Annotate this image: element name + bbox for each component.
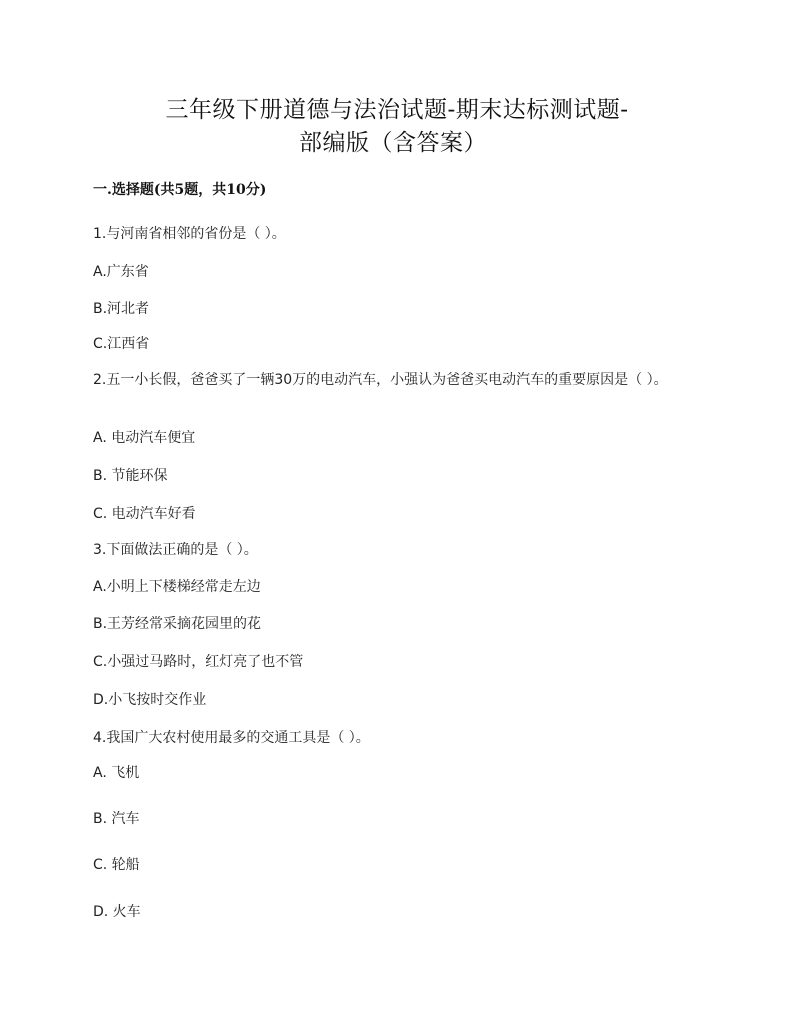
question-2-option-a: A. 电动汽车便宜	[93, 430, 196, 446]
question-4-option-d: D. 火车	[93, 904, 141, 920]
page-title-line-2: 部编版（含答案）	[299, 130, 487, 156]
question-1-stem: 1.与河南省相邻的省份是（ ）。	[93, 226, 286, 242]
question-1-option-c: C.江西省	[93, 336, 150, 352]
question-3-option-d: D.小飞按时交作业	[93, 692, 207, 708]
question-4-option-b: B. 汽车	[93, 811, 140, 827]
question-4-stem: 4.我国广大农村使用最多的交通工具是（ ）。	[93, 730, 370, 746]
question-4-option-c: C. 轮船	[93, 857, 140, 873]
question-3-option-b: B.王芳经常采摘花园里的花	[93, 616, 262, 632]
question-1-option-b: B.河北者	[93, 301, 150, 317]
question-3-stem: 3.下面做法正确的是（ ）。	[93, 542, 258, 558]
question-1-option-a: A.广东省	[93, 264, 149, 280]
question-2-option-b: B. 节能环保	[93, 468, 168, 484]
page-title-line-1: 三年级下册道德与法治试题-期末达标测试题-	[165, 97, 629, 123]
section-heading: 一.选择题(共5题，共10分)	[93, 182, 267, 198]
question-3-option-c: C.小强过马路时，红灯亮了也不管	[93, 654, 304, 670]
question-2-stem: 2.五一小长假，爸爸买了一辆30万的电动汽车，小强认为爸爸买电动汽车的重要原因是（ ）。	[93, 372, 668, 388]
question-2-option-c: C. 电动汽车好看	[93, 506, 196, 522]
question-3-option-a: A.小明上下楼梯经常走左边	[93, 579, 261, 595]
question-4-option-a: A. 飞机	[93, 765, 140, 781]
